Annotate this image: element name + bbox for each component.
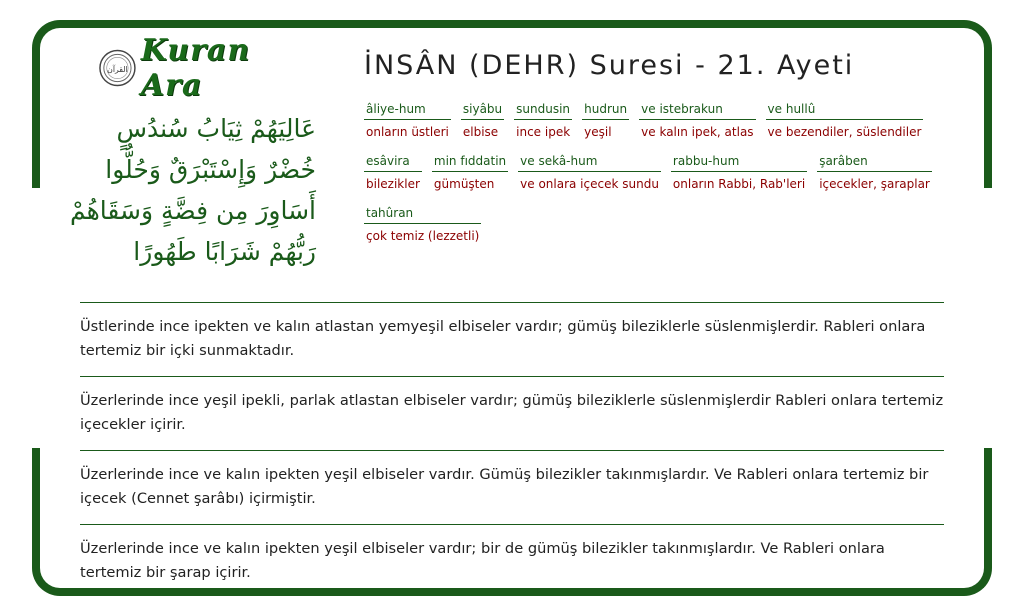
word-transliteration: şarâben: [817, 154, 932, 172]
word-meaning: onların üstleri: [366, 125, 449, 139]
word-item[interactable]: [364, 154, 422, 191]
word-item[interactable]: [461, 102, 504, 139]
word-meaning: ince ipek: [516, 125, 571, 139]
ayah-arabic-text: [56, 108, 316, 272]
word-item[interactable]: [514, 102, 572, 139]
word-item[interactable]: [518, 154, 661, 191]
logo-text: Kuran Ara: [140, 33, 251, 103]
word-item[interactable]: [639, 102, 755, 139]
word-meaning: gümüşten: [433, 177, 495, 191]
quran-emblem-icon: [98, 48, 137, 88]
word-meaning: elbise: [462, 125, 499, 139]
word-transliteration: sundusin: [514, 102, 572, 120]
ayah-line: رَبُّهُمْ شَرَابًا طَهُورًا: [133, 237, 316, 266]
ayah-line: عَالِيَهُمْ ثِيَابُ سُندُسٍ: [116, 114, 316, 143]
word-transliteration: ve istebrakun: [639, 102, 755, 120]
word-item[interactable]: [817, 154, 932, 191]
word-transliteration: tahûran: [364, 206, 481, 224]
word-transliteration: hudrun: [582, 102, 629, 120]
word-item[interactable]: [671, 154, 807, 191]
word-meaning: onların Rabbi, Rab'leri: [672, 177, 806, 191]
word-transliteration: min fıddatin: [432, 154, 508, 172]
word-meaning: ve kalın ipek, atlas: [641, 125, 754, 139]
word-transliteration: âliye-hum: [364, 102, 451, 120]
word-item[interactable]: [582, 102, 629, 139]
site-logo[interactable]: [98, 33, 318, 103]
word-transliteration: rabbu-hum: [671, 154, 807, 172]
ayah-line: خُضْرٌ وَإِسْتَبْرَقٌ وَحُلُّوا: [105, 155, 316, 184]
word-transliteration: siyâbu: [461, 102, 504, 120]
translation-list: [80, 302, 944, 598]
word-transliteration: esâvira: [364, 154, 422, 172]
word-item[interactable]: [432, 154, 508, 191]
translation-item: Üzerlerinde ince ve kalın ipekten yeşil elbiseler vardır. Gümüş bilezikler takınmışlardır. Ve Rableri onlara tertemiz bir içecek (Cennet şarâbı) içirmiştir.: [80, 450, 944, 524]
translation-item: Üzerlerinde ince ve kalın ipekten yeşil elbiseler vardır; bir de gümüş bilezikler takınmışlardır. Ve Rableri onlara tertemiz bir şarap içirir.: [80, 524, 944, 598]
word-transliteration: ve hullû: [766, 102, 924, 120]
translation-item: Üzerlerinde ince yeşil ipekli, parlak atlastan elbiseler vardır; gümüş bileziklerle süslenmişlerdir Rableri onlara tertemiz içecekler içirir.: [80, 376, 944, 450]
word-item[interactable]: [766, 102, 924, 139]
word-item[interactable]: [364, 206, 481, 243]
word-meaning: içecekler, şaraplar: [819, 177, 930, 191]
word-meaning: çok temiz (lezzetli): [366, 229, 480, 243]
page-title: İNSÂN (DEHR) Suresi - 21. Ayeti: [364, 50, 855, 81]
word-item[interactable]: [364, 102, 451, 139]
word-meaning: ve bezendiler, süslendiler: [767, 125, 922, 139]
emblem-text: القرآن: [107, 64, 128, 74]
ayah-line: أَسَاوِرَ مِن فِضَّةٍ وَسَقَاهُمْ: [69, 196, 316, 225]
word-transliteration: ve sekâ-hum: [518, 154, 661, 172]
word-meaning: bilezikler: [366, 177, 420, 191]
translation-item: Üstlerinde ince ipekten ve kalın atlastan yemyeşil elbiseler vardır; gümüş bileziklerle süslenmişlerdir. Rableri onlara tertemiz bir içki sunmaktadır.: [80, 302, 944, 376]
word-meaning: yeşil: [584, 125, 612, 139]
word-by-word-meanings: [364, 102, 954, 243]
word-meaning: ve onlara içecek sundu: [520, 177, 659, 191]
